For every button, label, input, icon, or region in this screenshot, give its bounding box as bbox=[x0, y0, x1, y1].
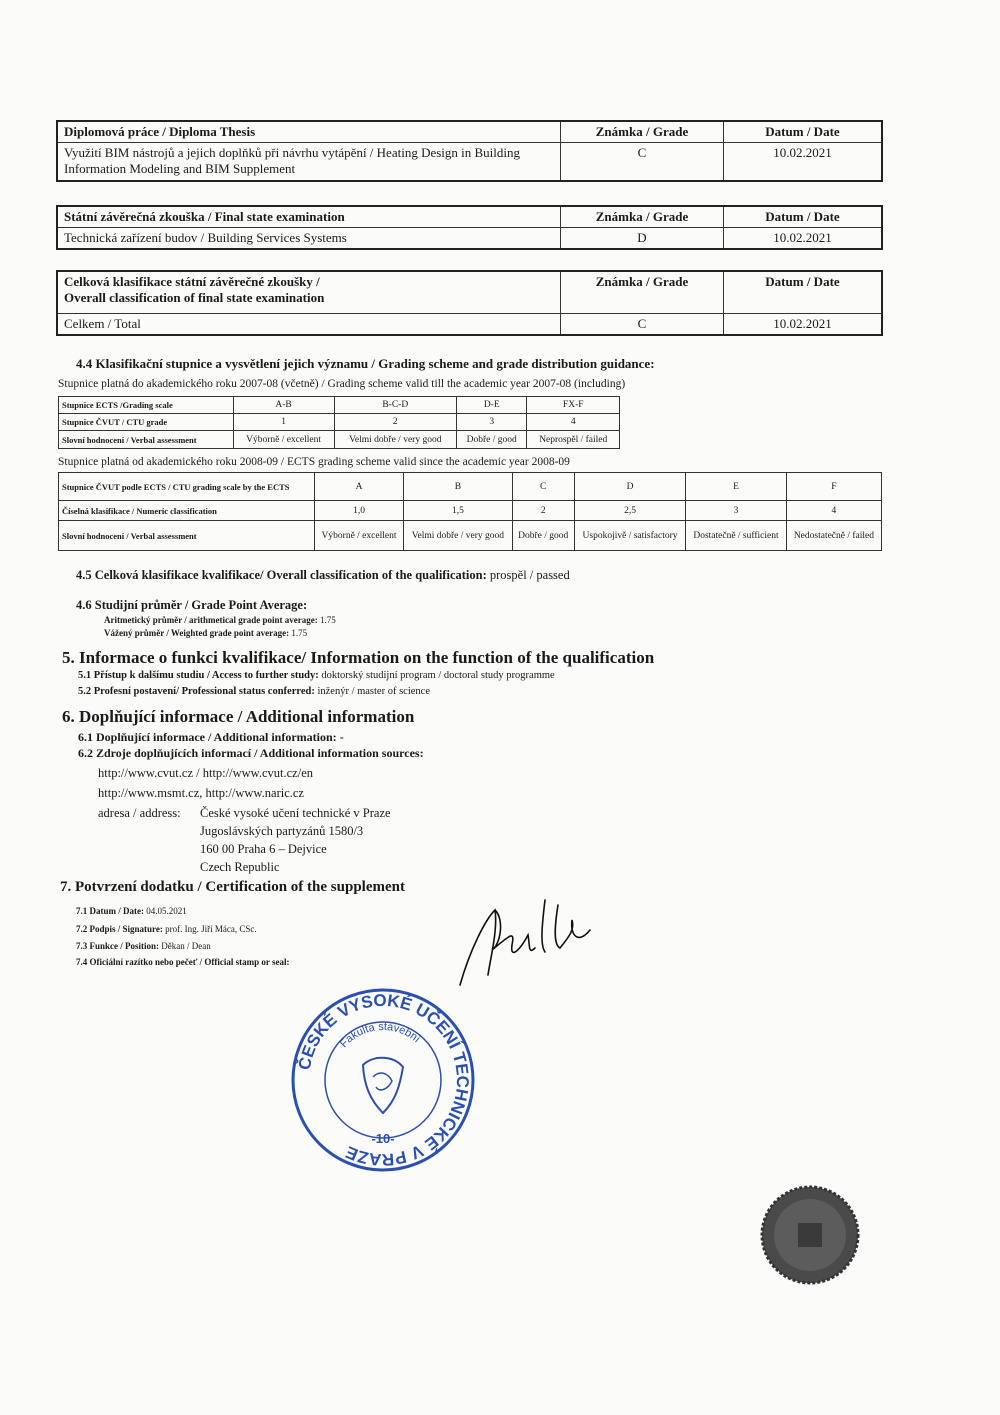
overall-exam-table bbox=[56, 270, 883, 336]
additional-info-label: 6.1 Doplňující informace / Additional information: bbox=[78, 730, 337, 744]
old-grade-cell: Neprospěl / failed bbox=[527, 431, 620, 449]
new-grade-cell: F bbox=[786, 473, 881, 501]
cert-signature-label: 7.2 Podpis / Signature: bbox=[76, 924, 163, 934]
new-grade-cell: 1,5 bbox=[404, 501, 512, 521]
new-grade-cell: 2,5 bbox=[574, 501, 685, 521]
new-grade-cell: Nedostatečně / failed bbox=[786, 521, 881, 551]
address-line-2: Jugoslávských partyzánů 1580/3 bbox=[200, 824, 364, 838]
overall-exam-date: 10.02.2021 bbox=[724, 313, 883, 335]
old-grade-cell: Výborně / excellent bbox=[233, 431, 334, 449]
state-exam-table bbox=[56, 205, 883, 250]
old-grade-cell: FX-F bbox=[527, 397, 620, 414]
new-grade-row bbox=[59, 473, 882, 501]
old-grade-row-label: Stupnice ECTS /Grading scale bbox=[59, 397, 234, 414]
cert-function-label: 7.3 Funkce / Position: bbox=[76, 941, 160, 951]
cert-stamp-label: 7.4 Oficiální razítko nebo pečeť / Official stamp or seal: bbox=[76, 957, 290, 967]
old-grade-cell: Velmi dobře / very good bbox=[334, 431, 456, 449]
thesis-date: 10.02.2021 bbox=[724, 143, 883, 181]
overall-qualification-value: prospěl / passed bbox=[489, 568, 570, 582]
seal-number: -10- bbox=[371, 1131, 395, 1146]
overall-exam-row-label: Celkem / Total bbox=[57, 313, 561, 335]
new-grading-table bbox=[58, 472, 882, 551]
old-grade-row-label: Stupnice ČVUT / CTU grade bbox=[59, 414, 234, 431]
svg-text:Fakulta stavební bbox=[338, 1021, 423, 1050]
status-label: 5.2 Profesní postavení/ Professional status conferred: bbox=[78, 686, 315, 697]
cert-date bbox=[76, 906, 187, 916]
thesis-grade: C bbox=[561, 143, 724, 181]
new-grade-cell: Dobře / good bbox=[512, 521, 574, 551]
grading-new-note: Stupnice platná od akademického roku 2008-09 / ECTS grading scheme valid since the academic year 2008-09 bbox=[58, 456, 570, 468]
seal-inner-text: Fakulta stavební bbox=[337, 1020, 423, 1051]
new-grade-cell: D bbox=[574, 473, 685, 501]
new-grade-row-label: Číselná klasifikace / Numeric classification bbox=[59, 501, 315, 521]
gpa-label: 4.6 Studijní průměr / Grade Point Average: bbox=[76, 598, 308, 612]
new-grade-row-label: Stupnice ČVUT podle ECTS / CTU grading scale by the ECTS bbox=[59, 473, 315, 501]
new-grade-cell: 3 bbox=[686, 501, 787, 521]
old-grade-row bbox=[59, 397, 620, 414]
address-line-3: 160 00 Praha 6 – Dejvice bbox=[200, 842, 327, 856]
overall-qualification bbox=[76, 568, 570, 583]
thesis-date-head: Datum / Date bbox=[724, 121, 883, 143]
handwritten-signature bbox=[450, 890, 600, 1000]
cert-function-value: Děkan / Dean bbox=[161, 941, 211, 951]
overall-exam-head-1: Celková klasifikace státní závěrečné zkoušky / bbox=[64, 274, 320, 289]
new-grade-cell: C bbox=[512, 473, 574, 501]
gpa-weighted-label: Vážený průměr / Weighted grade point average: bbox=[104, 628, 290, 638]
overall-qualification-label: 4.5 Celková klasifikace kvalifikace/ Overall classification of the qualification: bbox=[76, 568, 487, 582]
access-further-study bbox=[78, 670, 555, 681]
state-exam-grade-head: Známka / Grade bbox=[561, 206, 724, 228]
official-seal bbox=[288, 985, 478, 1175]
overall-exam-head-2: Overall classification of final state examination bbox=[64, 290, 325, 305]
sources-label: 6.2 Zdroje doplňujících informací / Additional information sources: bbox=[78, 746, 424, 760]
new-grade-cell: 4 bbox=[786, 501, 881, 521]
professional-status bbox=[78, 686, 430, 697]
section6-heading: 6. Doplňující informace / Additional information bbox=[62, 707, 415, 726]
old-grade-cell: 2 bbox=[334, 414, 456, 431]
old-grade-cell: 3 bbox=[457, 414, 527, 431]
old-grade-cell: D-E bbox=[457, 397, 527, 414]
old-grade-row bbox=[59, 414, 620, 431]
seal-outer-text: ČESKÉ VYSOKÉ UČENÍ TECHNICKÉ V PRAZE bbox=[294, 990, 473, 1170]
section7-heading: 7. Potvrzení dodatku / Certification of the supplement bbox=[60, 879, 405, 895]
old-grade-row-label: Slovní hodnocení / Verbal assessment bbox=[59, 431, 234, 449]
source-url-1: http://www.cvut.cz / http://www.cvut.cz/en bbox=[98, 766, 313, 780]
new-grade-cell: Dostatečně / sufficient bbox=[686, 521, 787, 551]
address-line-1: České vysoké učení technické v Praze bbox=[200, 806, 391, 820]
overall-exam-grade: C bbox=[561, 313, 724, 335]
cert-signature bbox=[76, 924, 257, 934]
gpa-arith-value: 1.75 bbox=[320, 615, 336, 625]
state-exam-date: 10.02.2021 bbox=[724, 228, 883, 250]
old-grade-cell: 1 bbox=[233, 414, 334, 431]
state-exam-head-label: Státní závěrečná zkouška / Final state examination bbox=[57, 206, 561, 228]
state-exam-grade: D bbox=[561, 228, 724, 250]
new-grade-cell: Uspokojivě / satisfactory bbox=[574, 521, 685, 551]
embossed-stamp bbox=[760, 1185, 860, 1285]
state-exam-subject: Technická zařízení budov / Building Services Systems bbox=[57, 228, 561, 250]
status-value: inženýr / master of science bbox=[317, 686, 430, 697]
thesis-grade-head: Známka / Grade bbox=[561, 121, 724, 143]
thesis-title: Využití BIM nástrojů a jejich doplňků při návrhu vytápění / Heating Design in Building Information Modeling and BIM Supplement bbox=[57, 143, 561, 181]
access-label: 5.1 Přístup k dalšímu studiu / Access to further study: bbox=[78, 670, 319, 681]
lion-emblem bbox=[363, 1058, 403, 1113]
old-grade-cell: A-B bbox=[233, 397, 334, 414]
gpa-arith bbox=[104, 615, 336, 625]
new-grade-row-label: Slovní hodnocení / Verbal assessment bbox=[59, 521, 315, 551]
overall-exam-head bbox=[57, 271, 561, 313]
grading-old-note: Stupnice platná do akademického roku 2007-08 (včetně) / Grading scheme valid till the academic year 2007-08 (including) bbox=[58, 378, 626, 390]
additional-info-value: - bbox=[339, 730, 344, 744]
additional-info bbox=[78, 730, 344, 745]
overall-exam-grade-head: Známka / Grade bbox=[561, 271, 724, 313]
address-label: adresa / address: bbox=[98, 806, 181, 820]
new-grade-cell: B bbox=[404, 473, 512, 501]
new-grade-cell: E bbox=[686, 473, 787, 501]
old-grade-cell: Dobře / good bbox=[457, 431, 527, 449]
state-exam-date-head: Datum / Date bbox=[724, 206, 883, 228]
new-grade-cell: 1,0 bbox=[314, 501, 403, 521]
old-grade-cell: 4 bbox=[527, 414, 620, 431]
address-line-4: Czech Republic bbox=[200, 860, 280, 874]
gpa-arith-label: Aritmetický průměr / arithmetical grade point average: bbox=[104, 615, 318, 625]
old-grade-row bbox=[59, 431, 620, 449]
old-grade-cell: B-C-D bbox=[334, 397, 456, 414]
overall-exam-date-head: Datum / Date bbox=[724, 271, 883, 313]
grading-heading: 4.4 Klasifikační stupnice a vysvětlení jejich významu / Grading scheme and grade distribution guidance: bbox=[76, 356, 655, 371]
new-grade-cell: Výborně / excellent bbox=[314, 521, 403, 551]
cert-date-value: 04.05.2021 bbox=[146, 906, 187, 916]
cert-date-label: 7.1 Datum / Date: bbox=[76, 906, 144, 916]
access-value: doktorský studijní program / doctoral study programme bbox=[321, 670, 555, 681]
section5-heading: 5. Informace o funkci kvalifikace/ Information on the function of the qualification bbox=[62, 648, 655, 667]
cert-function bbox=[76, 941, 211, 951]
new-grade-row bbox=[59, 521, 882, 551]
new-grade-row bbox=[59, 501, 882, 521]
gpa-weighted bbox=[104, 628, 307, 638]
new-grade-cell: 2 bbox=[512, 501, 574, 521]
thesis-head-label: Diplomová práce / Diploma Thesis bbox=[57, 121, 561, 143]
source-url-2: http://www.msmt.cz, http://www.naric.cz bbox=[98, 786, 304, 800]
cert-signature-value: prof. Ing. Jiří Máca, CSc. bbox=[165, 924, 257, 934]
gpa-weighted-value: 1.75 bbox=[291, 628, 308, 638]
thesis-table bbox=[56, 120, 883, 182]
old-grading-table bbox=[58, 396, 620, 449]
new-grade-cell: Velmi dobře / very good bbox=[404, 521, 512, 551]
new-grade-cell: A bbox=[314, 473, 403, 501]
